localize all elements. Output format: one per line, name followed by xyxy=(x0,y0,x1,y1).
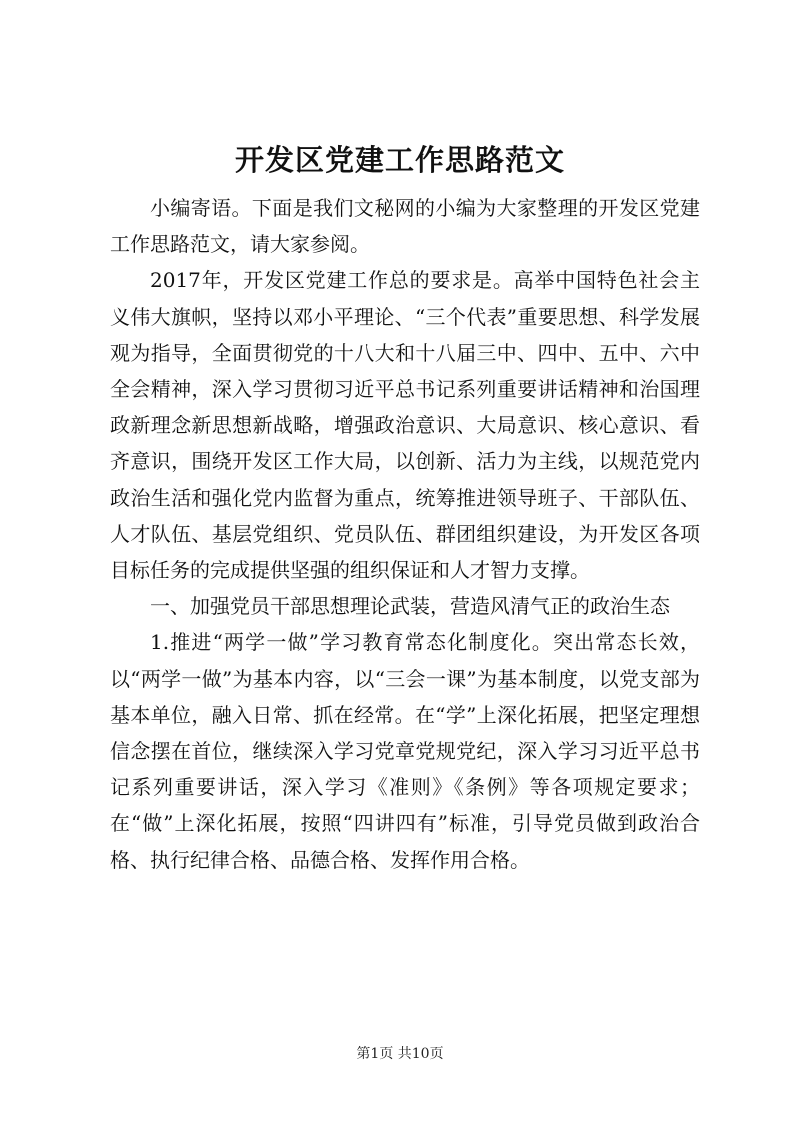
document-title: 开发区党建工作思路范文 xyxy=(234,143,565,177)
document-body xyxy=(110,190,700,878)
page-footer: 第1页 共10页 xyxy=(356,1046,444,1062)
paragraph-requirements: 2017年，开发区党建工作总的要求是。高举中国特色社会主义伟大旗帜，坚持以邓小平理论、“三个代表”重要思想、科学发展观为指导，全面贯彻党的十八大和十八届三中、四中、五中、六中全会精神，深入学习贯彻习近平总书记系列重要讲话精神和治国理政新理念新思想新战略，增强政治意识、大局意识、核心意识、看齐意识，围绕开发区工作大局，以创新、活力为主线，以规范党内政治生活和强化党内监督为重点，统筹推进领导班子、干部队伍、人才队伍、基层党组织、党员队伍、群团组织建设，为开发区各项目标任务的完成提供坚强的组织保证和人才智力支撑。 xyxy=(110,268,700,583)
paragraph-item-1: 1.推进“两学一做”学习教育常态化制度化。突出常态长效，以“两学一做”为基本内容，以“三会一课”为基本制度，以党支部为基本单位，融入日常、抓在经常。在“学”上深化拓展，把坚定理想信念摆在首位，继续深入学习党章党规党纪，深入学习习近平总书记系列重要讲话，深入学习《准则》《条例》等各项规定要求；在“做”上深化拓展，按照“四讲四有”标准，引导党员做到政治合格、执行纪律合格、品德合格、发挥作用合格。 xyxy=(110,630,700,872)
paragraph-intro: 小编寄语。下面是我们文秘网的小编为大家整理的开发区党建工作思路范文，请大家参阅。 xyxy=(110,196,700,257)
section-heading-1: 一、加强党员干部思想理论武装，营造风清气正的政治生态 xyxy=(150,594,670,619)
